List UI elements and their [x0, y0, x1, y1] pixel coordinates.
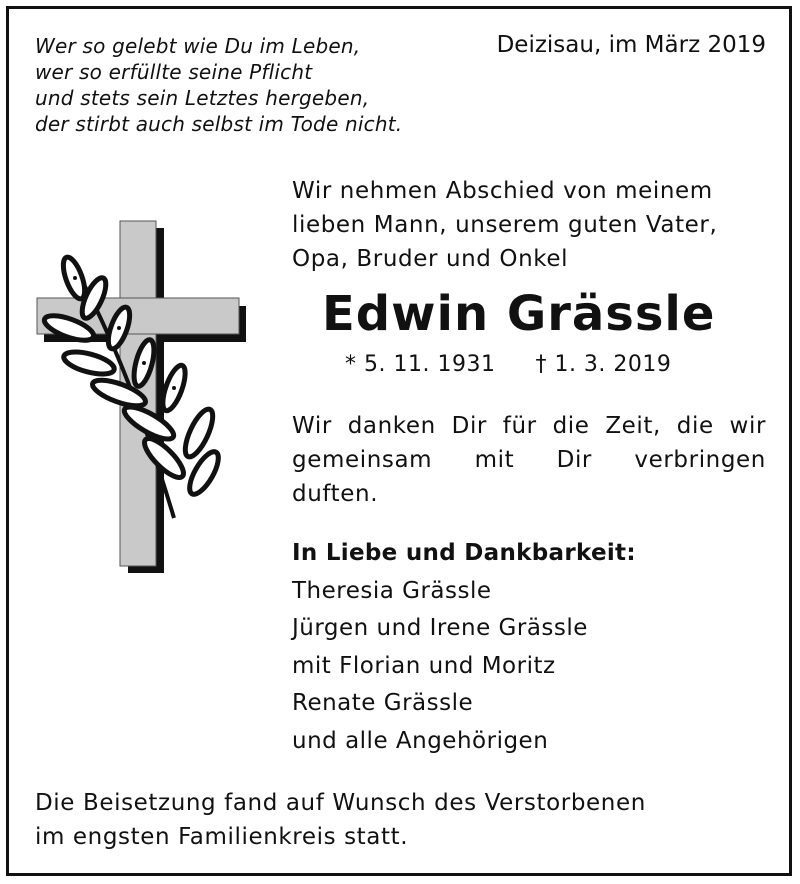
mourner-name: und alle Angehörigen: [292, 727, 549, 754]
death-date: † 1. 3. 2019: [535, 352, 672, 377]
thanks-text: [292, 409, 766, 511]
poem-line: Wer so gelebt wie Du im Leben,: [35, 34, 361, 58]
deceased-name: Edwin Grässle: [322, 286, 716, 342]
thanks-line: duften.: [292, 481, 379, 507]
mourner-name: Renate Grässle: [292, 690, 474, 716]
poem-line: und stets sein Letztes hergeben,: [35, 86, 370, 110]
poem-line: der stirbt auch selbst im Tode nicht.: [35, 112, 403, 136]
cross-with-palm-branch-icon: [34, 218, 249, 573]
burial-note: [35, 786, 646, 854]
mourner-name: mit Florian und Moritz: [292, 652, 556, 679]
intro-line: Wir nehmen Abschied von meinem: [292, 178, 713, 204]
mourner-name: Jürgen und Irene Grässle: [292, 615, 588, 641]
thanks-line: Wir danken Dir für die Zeit, die wir: [292, 413, 766, 439]
footer-line: im engsten Familienkreis statt.: [35, 824, 409, 850]
thanks-line: gemeinsam mit Dir verbringen: [292, 447, 766, 473]
birth-date: * 5. 11. 1931: [345, 352, 496, 377]
mourner-name: Theresia Grässle: [292, 577, 492, 604]
mourners-list: [292, 535, 636, 760]
place-date: Deizisau, im März 2019: [496, 32, 766, 58]
mourners-heading: In Liebe und Dankbarkeit:: [292, 540, 636, 566]
footer-line: Die Beisetzung fand auf Wunsch des Verstorbenen: [35, 790, 646, 816]
intro-line: Opa, Bruder und Onkel: [292, 246, 569, 272]
farewell-intro: [292, 174, 717, 276]
memorial-poem: [35, 33, 402, 137]
poem-line: wer so erfüllte seine Pflicht: [35, 60, 313, 84]
life-dates: [345, 352, 671, 377]
intro-line: lieben Mann, unserem guten Vater,: [292, 212, 718, 238]
